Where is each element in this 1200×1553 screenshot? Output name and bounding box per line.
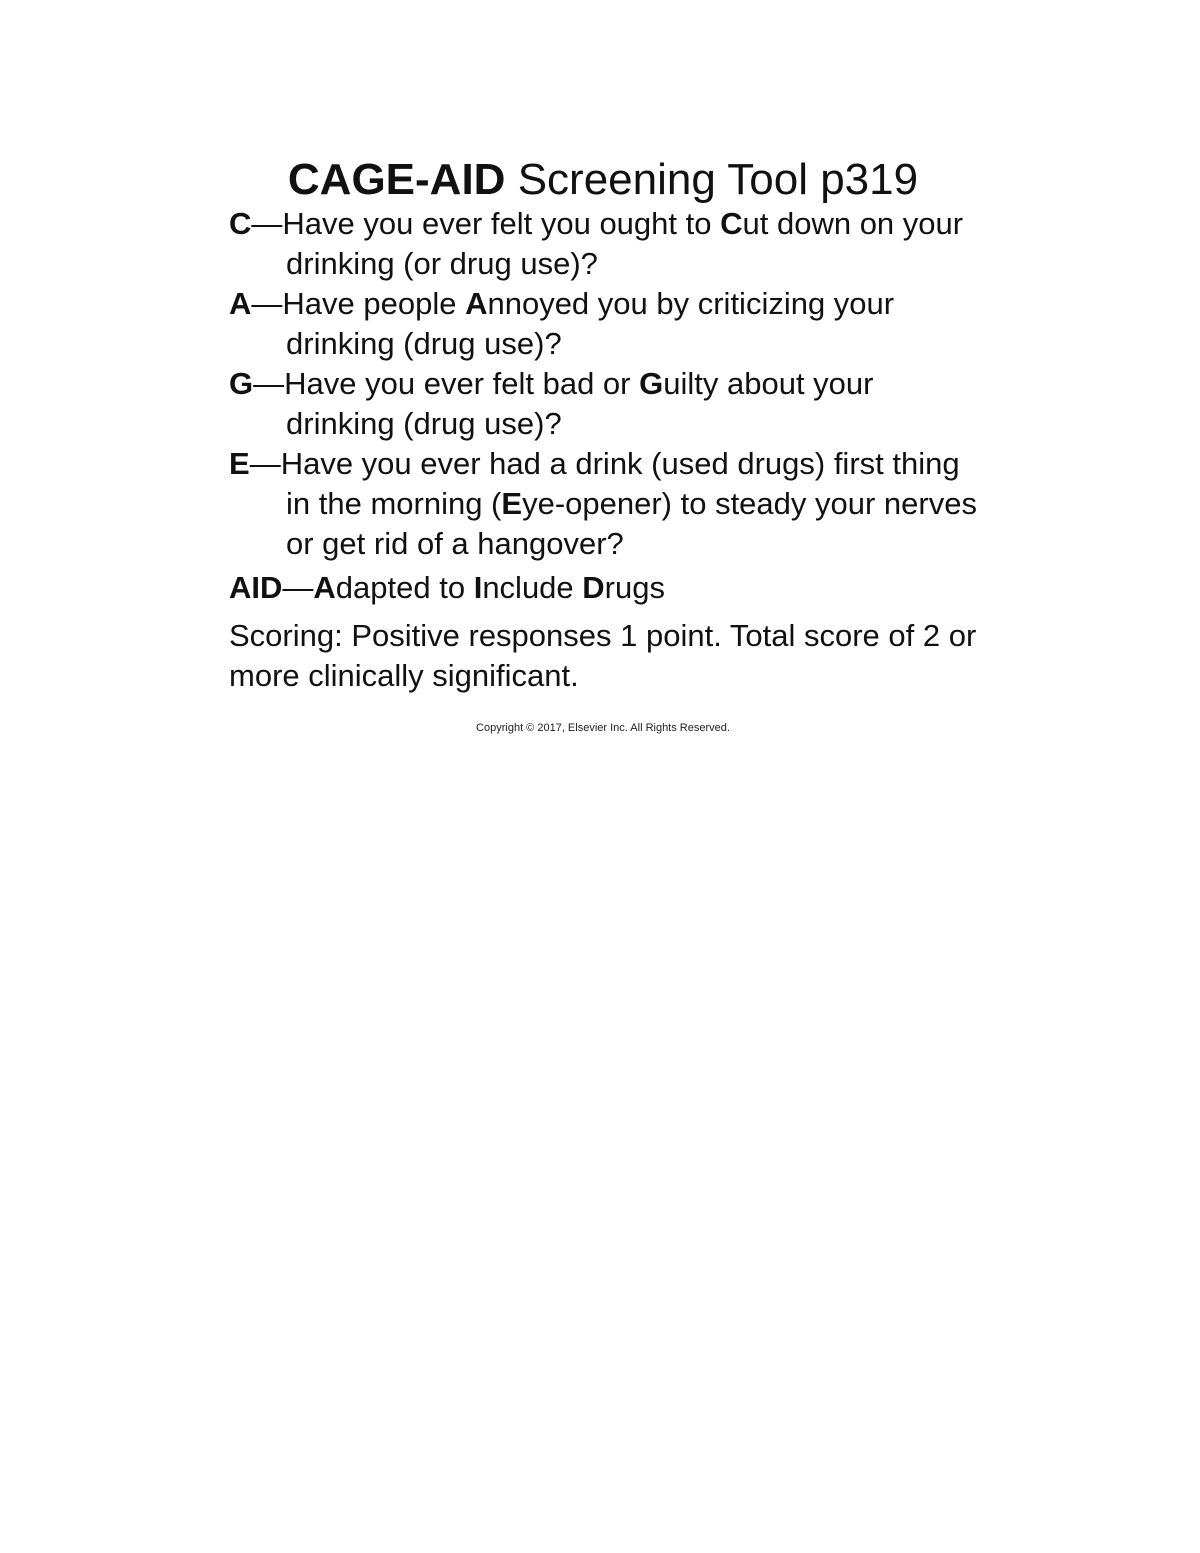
question-letter: C bbox=[229, 206, 252, 241]
title-acronym: CAGE-AID bbox=[287, 155, 506, 204]
question-segment: —Have you ever felt you ought to bbox=[251, 206, 721, 241]
question-segment: ye-opener) to steady your nerves or get rid of a hangover? bbox=[286, 486, 977, 561]
question-item-e bbox=[229, 444, 989, 564]
question-letter: A bbox=[229, 286, 252, 321]
aid-segment: — bbox=[282, 570, 314, 605]
question-item-a bbox=[229, 284, 989, 364]
question-list bbox=[229, 204, 989, 564]
question-segment: nnoyed you by criticizing your drinking (drug use)? bbox=[286, 286, 895, 361]
question-segment: uilty about your drinking (drug use)? bbox=[286, 366, 874, 441]
question-letter: E bbox=[229, 446, 250, 481]
question-segment: ut down on your drinking (or drug use)? bbox=[286, 206, 964, 281]
scoring-note: Scoring: Positive responses 1 point. Total score of 2 or more clinically significant. bbox=[229, 618, 977, 693]
page-title bbox=[0, 152, 1200, 208]
question-keyword-letter: G bbox=[639, 366, 664, 401]
aid-acronym: AID bbox=[229, 570, 283, 605]
aid-segment: dapted to bbox=[335, 570, 474, 605]
aid-definition bbox=[229, 568, 665, 608]
aid-segment: rugs bbox=[604, 570, 665, 605]
aid-segment: nclude bbox=[482, 570, 583, 605]
title-text: Screening Tool p319 bbox=[505, 155, 919, 204]
question-segment: —Have you ever felt bad or bbox=[253, 366, 640, 401]
copyright-notice: Copyright © 2017, Elsevier Inc. All Rights Reserved. bbox=[476, 722, 730, 734]
aid-keyword-letter: D bbox=[582, 570, 605, 605]
question-keyword-letter: A bbox=[465, 286, 488, 321]
question-item-c bbox=[229, 204, 989, 284]
question-keyword-letter: C bbox=[720, 206, 743, 241]
question-letter: G bbox=[229, 366, 254, 401]
question-item-g bbox=[229, 364, 989, 444]
question-segment: —Have people bbox=[251, 286, 466, 321]
aid-keyword-letter: A bbox=[313, 570, 336, 605]
aid-keyword-letter: I bbox=[473, 570, 483, 605]
question-segment: —Have you ever had a drink (used drugs) first thing in the morning ( bbox=[249, 446, 960, 521]
question-keyword-letter: E bbox=[501, 486, 523, 521]
